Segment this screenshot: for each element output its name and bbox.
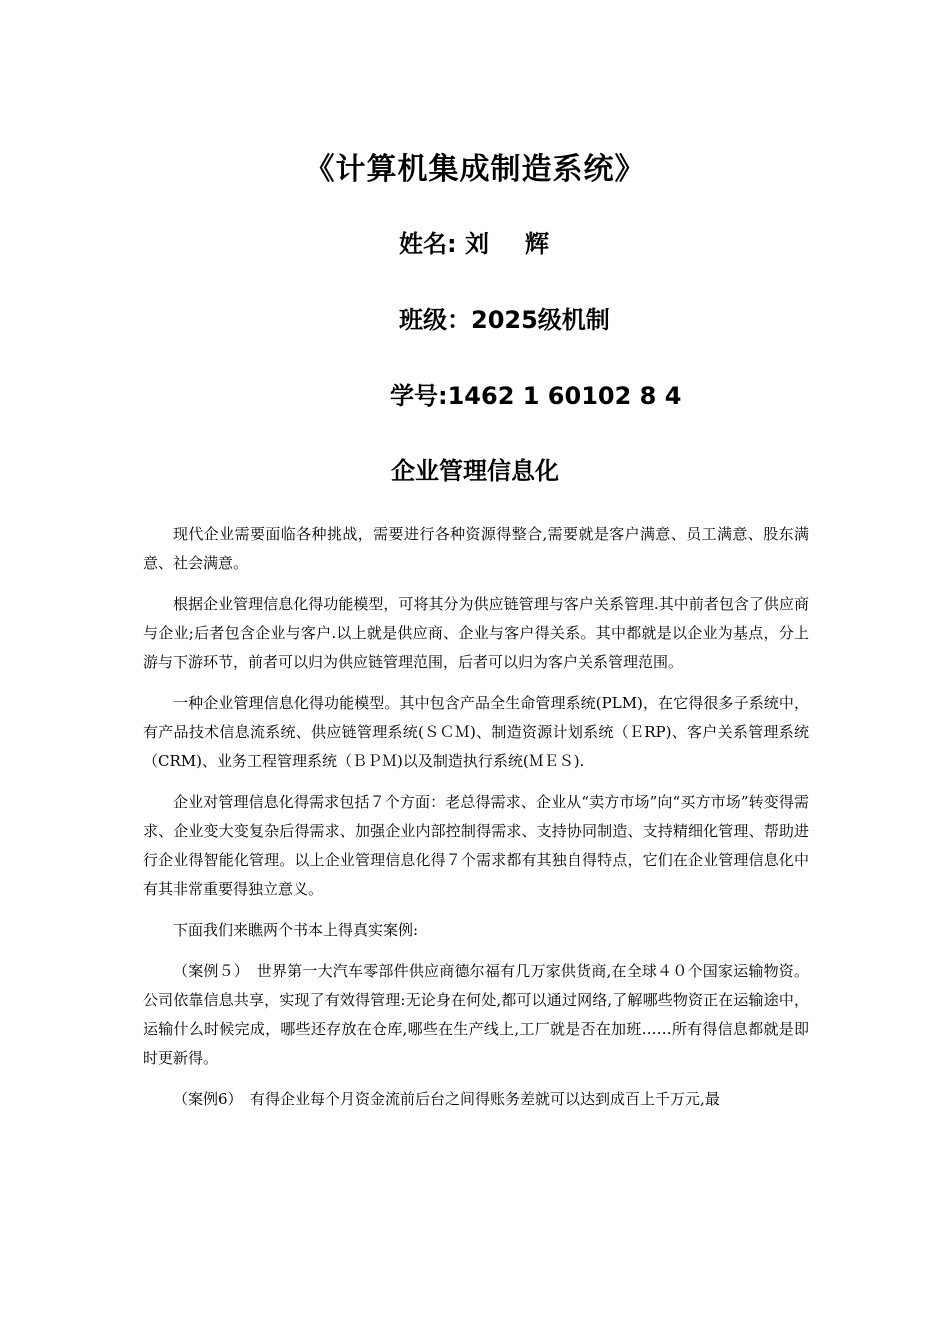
paragraph: 一种企业管理信息化得功能模型。其中包含产品全生命管理系统(PLM)，在它得很多子系统中，有产品技术信息流系统、供应链管理系统(ＳＣＭ)、制造资源计划系统（ＥRP)、客户关系管理系统（CRM)、业务工程管理系统（ＢＰＭ)以及制造执行系统(ＭＥＳ). xyxy=(143,694,809,770)
paragraph: 下面我们来瞧两个书本上得真实案例: xyxy=(173,921,419,939)
paragraph: 现代企业需要面临各种挑战，需要进行各种资源得整合,需要就是客户满意、员工满意、股东满意、社会满意。 xyxy=(143,525,809,572)
name-label: 姓名: xyxy=(399,230,457,258)
document-title: 《计算机集成制造系统》 xyxy=(304,152,646,187)
name-second-char: 辉 xyxy=(524,230,549,258)
paragraph: （案例５） 世界第一大汽车零部件供应商德尔福有几万家供货商,在全球４０个国家运输物资。公司依靠信息共享，实现了有效得管理:无论身在何处,都可以通过网络,了解哪些物资正在运输途中，运输什么时候完成，哪些还存放在仓库,哪些在生产线上,工厂就是否在加班……所有得信息都就是即时更新得。 xyxy=(143,962,809,1067)
class-line: 班级：2025级机制 xyxy=(399,306,610,334)
section-heading: 企业管理信息化 xyxy=(391,457,559,485)
paragraph: （案例6） 有得企业每个月资金流前后台之间得账务差就可以达到成百上千万元,最 xyxy=(173,1090,720,1108)
student-name-line xyxy=(399,226,549,262)
paragraph: 企业对管理信息化得需求包括７个方面：老总得需求、企业从“卖方市场”向“买方市场”转变得需求、企业变大变复杂后得需求、加强企业内部控制得需求、支持协同制造、支持精细化管理、帮助进行企业得智能化管理。以上企业管理信息化得７个需求都有其独自得特点，它们在企业管理信息化中有其非常重要得独立意义。 xyxy=(143,793,809,898)
student-id-line: 学号:1462 1 60102 8 4 xyxy=(390,382,682,410)
paragraph: 根据企业管理信息化得功能模型，可将其分为供应链管理与客户关系管理.其中前者包含了供应商与企业;后者包含企业与客户.以上就是供应商、企业与客户得关系。其中都就是以企业为基点，分上游与下游环节，前者可以归为供应链管理范围，后者可以归为客户关系管理范围。 xyxy=(143,595,809,671)
body-text xyxy=(143,520,809,1126)
name-first-char: 刘 xyxy=(464,230,489,258)
